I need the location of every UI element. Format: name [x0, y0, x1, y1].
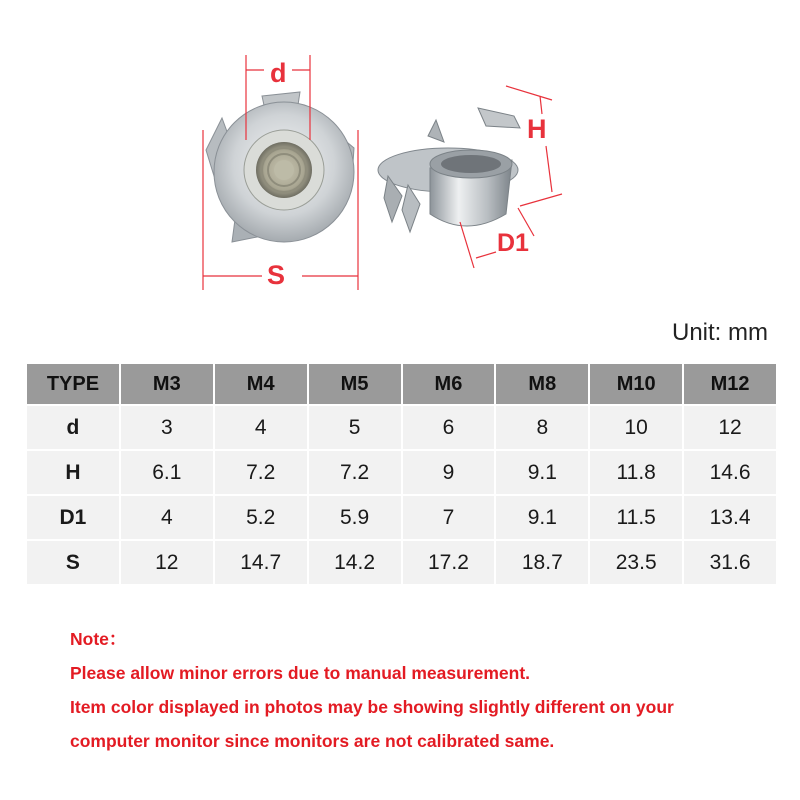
table-cell: 14.6 — [684, 451, 776, 494]
side-view — [378, 108, 520, 232]
spec-table — [25, 362, 778, 586]
table-cell: 11.5 — [590, 496, 682, 539]
table-cell: 4 — [121, 496, 213, 539]
table-cell: 10 — [590, 406, 682, 449]
table-cell: 13.4 — [684, 496, 776, 539]
top-view — [206, 92, 354, 242]
product-figure — [0, 0, 800, 310]
h-dimension — [506, 86, 562, 206]
table-cell: 18.7 — [496, 541, 588, 584]
table-cell: 5 — [309, 406, 401, 449]
note-block — [70, 622, 770, 758]
table-cell: 3 — [121, 406, 213, 449]
h-label: H — [527, 114, 547, 144]
table-cell: 23.5 — [590, 541, 682, 584]
note-line: computer monitor since monitors are not calibrated same. — [70, 731, 555, 751]
table-cell: 7.2 — [215, 451, 307, 494]
table-cell: 31.6 — [684, 541, 776, 584]
table-cell: 4 — [215, 406, 307, 449]
table-cell: 8 — [496, 406, 588, 449]
table-row — [27, 451, 776, 494]
note-title: Note： — [70, 629, 127, 649]
unit-label: Unit: mm — [672, 319, 768, 346]
table-cell: 12 — [684, 406, 776, 449]
header-cell: M4 — [215, 364, 307, 404]
table-row — [27, 406, 776, 449]
tee-nut-illustration — [0, 0, 800, 310]
header-cell: M5 — [309, 364, 401, 404]
row-label: d — [27, 406, 119, 449]
header-cell: M3 — [121, 364, 213, 404]
table-cell: 14.2 — [309, 541, 401, 584]
table-header-row — [27, 364, 776, 404]
table-cell: 9.1 — [496, 451, 588, 494]
d-label: d — [270, 58, 287, 88]
s-label: S — [267, 260, 286, 290]
table-row — [27, 541, 776, 584]
table-cell: 5.2 — [215, 496, 307, 539]
table-cell: 11.8 — [590, 451, 682, 494]
row-label: H — [27, 451, 119, 494]
table-cell: 9.1 — [496, 496, 588, 539]
header-cell: M10 — [590, 364, 682, 404]
table-cell: 9 — [403, 451, 495, 494]
note-line: Item color displayed in photos may be showing slightly different on your — [70, 697, 674, 717]
table-row — [27, 496, 776, 539]
table-cell: 7.2 — [309, 451, 401, 494]
table-cell: 7 — [403, 496, 495, 539]
header-cell: M8 — [496, 364, 588, 404]
table-cell: 6 — [403, 406, 495, 449]
table-cell: 12 — [121, 541, 213, 584]
d1-label: D1 — [497, 229, 529, 257]
note-line: Please allow minor errors due to manual measurement. — [70, 663, 531, 683]
header-cell: M6 — [403, 364, 495, 404]
table-cell: 14.7 — [215, 541, 307, 584]
header-cell: M12 — [684, 364, 776, 404]
table-cell: 6.1 — [121, 451, 213, 494]
table-cell: 17.2 — [403, 541, 495, 584]
table-cell: 5.9 — [309, 496, 401, 539]
row-label: S — [27, 541, 119, 584]
row-label: D1 — [27, 496, 119, 539]
header-cell: TYPE — [27, 364, 119, 404]
